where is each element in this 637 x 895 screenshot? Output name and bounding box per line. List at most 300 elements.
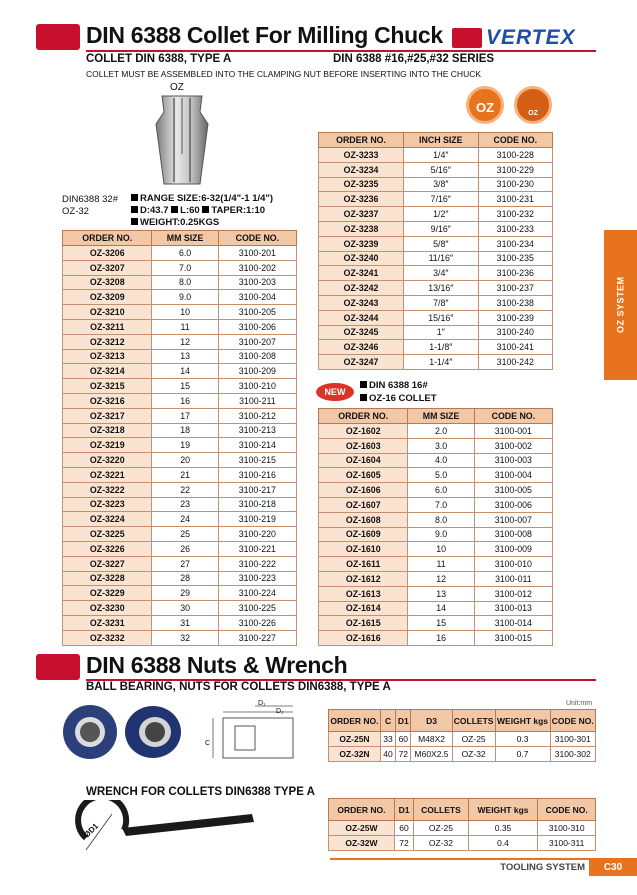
table-cell: 25 <box>152 527 218 542</box>
table-row <box>319 571 553 586</box>
table-header-row <box>319 409 553 424</box>
spec-32-range <box>131 193 273 204</box>
collet-image-label: OZ <box>170 82 184 93</box>
table-row <box>319 483 553 498</box>
assembly-note: COLLET MUST BE ASSEMBLED INTO THE CLAMPING NUT BEFORE INSERTING INTO THE CHUCK <box>86 69 482 79</box>
table-cell: 11 <box>152 319 218 334</box>
table-cell: OZ-1616 <box>319 631 408 646</box>
table-cell: 0.7 <box>495 746 550 761</box>
wrench-icon <box>78 800 254 850</box>
table-cell: 20 <box>152 453 218 468</box>
table-cell: 16 <box>152 393 218 408</box>
table-cell: 72 <box>396 746 411 761</box>
spec-d-text: D:43.7 <box>140 205 169 216</box>
table-cell: 3100-225 <box>218 601 296 616</box>
column-header: INCH SIZE <box>404 133 478 148</box>
table-cell: OZ-3236 <box>319 192 404 207</box>
table-cell: 0.35 <box>468 821 538 836</box>
table-header-row <box>329 799 596 821</box>
column-header: MM SIZE <box>152 231 218 246</box>
table-cell: 7/8″ <box>404 295 478 310</box>
table-cell: OZ-3213 <box>63 349 152 364</box>
table-row <box>63 305 297 320</box>
table-cell: OZ-3246 <box>319 340 404 355</box>
table-row <box>63 571 297 586</box>
table-cell: 6.0 <box>408 483 474 498</box>
table-cell: OZ-3217 <box>63 408 152 423</box>
table-cell: 21 <box>152 467 218 482</box>
page-footer <box>330 858 637 876</box>
column-header: CODE NO. <box>478 133 552 148</box>
mm32-size-table <box>62 230 297 646</box>
diagram-d1-label: D₁ <box>258 700 266 707</box>
table-row <box>63 467 297 482</box>
column-header: CODE NO. <box>474 409 552 424</box>
table-cell: OZ-3226 <box>63 541 152 556</box>
table-row <box>319 340 553 355</box>
table-header-row <box>63 231 297 246</box>
oz-chuck-label: OZ <box>528 110 538 117</box>
table-cell: 5.0 <box>408 468 474 483</box>
table-cell: OZ-3234 <box>319 162 404 177</box>
table-cell: OZ-1602 <box>319 424 408 439</box>
table-row <box>63 453 297 468</box>
brand-name: VERTEX <box>486 26 576 49</box>
table-cell: 5/8″ <box>404 236 478 251</box>
company-bird-logo <box>36 24 80 50</box>
table-cell: OZ-1604 <box>319 453 408 468</box>
table-row <box>63 423 297 438</box>
table-cell: 8.0 <box>408 512 474 527</box>
table-cell: OZ-3214 <box>63 364 152 379</box>
table-cell: OZ-3245 <box>319 325 404 340</box>
table-cell: 3100-203 <box>218 275 296 290</box>
table-row <box>63 497 297 512</box>
table-cell: 3100-217 <box>218 482 296 497</box>
table-cell: 3100-218 <box>218 497 296 512</box>
table-cell: 24 <box>152 512 218 527</box>
page-number: C30 <box>589 860 637 876</box>
table-row <box>63 408 297 423</box>
table-cell: OZ-25 <box>452 732 495 747</box>
table-cell: OZ-3206 <box>63 246 152 261</box>
table-row <box>319 616 553 631</box>
table-cell: 3100-235 <box>478 251 552 266</box>
table-cell: OZ-3239 <box>319 236 404 251</box>
table-row <box>329 732 596 747</box>
table-cell: OZ-3219 <box>63 438 152 453</box>
table-cell: 1/2″ <box>404 207 478 222</box>
spec16-model-text: DIN 6388 16# <box>369 380 428 391</box>
table-cell: 3100-239 <box>478 310 552 325</box>
column-header: D3 <box>411 710 452 732</box>
table-cell: 15 <box>152 379 218 394</box>
table-cell: 1-1/8″ <box>404 340 478 355</box>
table-row <box>319 295 553 310</box>
diagram-c-label: C <box>205 740 211 747</box>
table-row <box>63 393 297 408</box>
table-cell: 11/16″ <box>404 251 478 266</box>
table-header-row <box>329 710 596 732</box>
table-row <box>63 615 297 630</box>
header-divider <box>86 50 596 52</box>
table-cell: OZ-3224 <box>63 512 152 527</box>
spec-range-text: RANGE SIZE:6-32(1/4"-1 1/4") <box>140 193 274 204</box>
table-row <box>63 512 297 527</box>
table-row <box>329 821 596 836</box>
table-cell: 3100-311 <box>538 835 596 850</box>
footer-text: TOOLING SYSTEM <box>500 862 585 873</box>
table-cell: 3100-216 <box>218 467 296 482</box>
column-header: D1 <box>396 710 411 732</box>
table-cell: 60 <box>396 732 411 747</box>
table-row <box>319 177 553 192</box>
table-cell: OZ-1605 <box>319 468 408 483</box>
table-row <box>319 236 553 251</box>
table-row <box>319 542 553 557</box>
table-cell: OZ-25W <box>329 821 395 836</box>
nuts-unit-label: Unit:mm <box>566 700 593 707</box>
collet-image <box>152 82 212 186</box>
table-cell: OZ-3243 <box>319 295 404 310</box>
table-cell: 32 <box>152 630 218 645</box>
table-cell: 31 <box>152 615 218 630</box>
table-cell: OZ-1612 <box>319 571 408 586</box>
table-row <box>319 192 553 207</box>
table-cell: 19 <box>152 438 218 453</box>
table-row <box>63 260 297 275</box>
table-cell: 3100-242 <box>478 355 552 370</box>
column-header: COLLETS <box>414 799 468 821</box>
table-cell: 3100-009 <box>474 542 552 557</box>
table-cell: 3100-211 <box>218 393 296 408</box>
table-cell: 7.0 <box>408 497 474 512</box>
table-cell: OZ-3235 <box>319 177 404 192</box>
table-cell: OZ-1613 <box>319 586 408 601</box>
wrench-d1-label: ØD1 <box>82 821 101 840</box>
oz-chuck-badge <box>514 86 552 124</box>
spec-model2-text: OZ-32 <box>62 206 89 217</box>
table-cell: OZ-32 <box>414 835 468 850</box>
table-cell: 15/16″ <box>404 310 478 325</box>
oz-badge: OZ <box>466 86 504 124</box>
table-cell: 9.0 <box>152 290 218 305</box>
nuts-subtitle: BALL BEARING, NUTS FOR COLLETS DIN6388, TYPE A <box>86 681 391 693</box>
spec-32-model2 <box>62 206 89 217</box>
spec-model-text: DIN6388 32# <box>62 194 118 205</box>
table-row <box>63 438 297 453</box>
table-cell: 3100-223 <box>218 571 296 586</box>
brand-bird-icon <box>452 28 482 48</box>
table-cell: OZ-3242 <box>319 281 404 296</box>
table-cell: 3100-241 <box>478 340 552 355</box>
table-cell: 29 <box>152 586 218 601</box>
table-cell: OZ-1608 <box>319 512 408 527</box>
column-header: ORDER NO. <box>319 133 404 148</box>
spec-32-model <box>62 194 118 205</box>
table-cell: 3100-237 <box>478 281 552 296</box>
table-cell: 3100-201 <box>218 246 296 261</box>
table-cell: 3100-006 <box>474 497 552 512</box>
table-cell: 11 <box>408 557 474 572</box>
spec-taper-text: TAPER:1:10 <box>211 205 266 216</box>
table-cell: OZ-3233 <box>319 148 404 163</box>
table-row <box>319 310 553 325</box>
table-row <box>63 601 297 616</box>
table-cell: 3100-236 <box>478 266 552 281</box>
vertex-logo <box>452 26 576 50</box>
table-cell: 3100-229 <box>478 162 552 177</box>
table-cell: 3100-012 <box>474 586 552 601</box>
table-cell: 3100-202 <box>218 260 296 275</box>
table-cell: 60 <box>394 821 413 836</box>
column-header: MM SIZE <box>408 409 474 424</box>
table-row <box>63 275 297 290</box>
table-cell: 3100-207 <box>218 334 296 349</box>
table-cell: 3100-205 <box>218 305 296 320</box>
table-cell: OZ-3228 <box>63 571 152 586</box>
table-cell: 0.4 <box>468 835 538 850</box>
table-cell: OZ-3222 <box>63 482 152 497</box>
table-cell: OZ-3225 <box>63 527 152 542</box>
table-cell: OZ-3210 <box>63 305 152 320</box>
column-header: C <box>380 710 395 732</box>
table-cell: OZ-3230 <box>63 601 152 616</box>
table-cell: 3100-209 <box>218 364 296 379</box>
table-cell: 26 <box>152 541 218 556</box>
table-row <box>63 290 297 305</box>
table-cell: 14 <box>408 601 474 616</box>
table-row <box>319 438 553 453</box>
table-cell: OZ-1611 <box>319 557 408 572</box>
new-badge: NEW <box>316 383 354 401</box>
table-cell: 3100-238 <box>478 295 552 310</box>
table-cell: OZ-32 <box>452 746 495 761</box>
column-header: CODE NO. <box>538 799 596 821</box>
table-cell: 3100-014 <box>474 616 552 631</box>
table-cell: 15 <box>408 616 474 631</box>
table-cell: OZ-3207 <box>63 260 152 275</box>
table-cell: 3100-013 <box>474 601 552 616</box>
table-cell: 1-1/4″ <box>404 355 478 370</box>
table-cell: 13/16″ <box>404 281 478 296</box>
table-cell: 0.3 <box>495 732 550 747</box>
table-cell: 1″ <box>404 325 478 340</box>
table-cell: OZ-3215 <box>63 379 152 394</box>
table-row <box>63 556 297 571</box>
table-cell: 3100-220 <box>218 527 296 542</box>
table-cell: OZ-3209 <box>63 290 152 305</box>
table-cell: OZ-3216 <box>63 393 152 408</box>
table-row <box>319 251 553 266</box>
table-row <box>319 601 553 616</box>
table-row <box>319 281 553 296</box>
table-cell: 3100-210 <box>218 379 296 394</box>
table-row <box>319 557 553 572</box>
table-cell: 3100-224 <box>218 586 296 601</box>
mm16-size-table <box>318 408 553 646</box>
table-cell: OZ-3220 <box>63 453 152 468</box>
table-cell: 7.0 <box>152 260 218 275</box>
table-cell: OZ-3247 <box>319 355 404 370</box>
column-header: D1 <box>394 799 413 821</box>
table-row <box>63 246 297 261</box>
spec-weight-text: WEIGHT:0.25KGS <box>140 217 220 228</box>
table-row <box>319 162 553 177</box>
table-cell: 3100-232 <box>478 207 552 222</box>
column-header: ORDER NO. <box>63 231 152 246</box>
table-row <box>319 266 553 281</box>
table-cell: 3100-227 <box>218 630 296 645</box>
column-header: ORDER NO. <box>329 799 395 821</box>
table-cell: 3100-010 <box>474 557 552 572</box>
table-cell: 3100-231 <box>478 192 552 207</box>
table-cell: OZ-3227 <box>63 556 152 571</box>
table-cell: M60X2.5 <box>411 746 452 761</box>
table-row <box>319 148 553 163</box>
table-row <box>329 835 596 850</box>
table-cell: OZ-25N <box>329 732 381 747</box>
page-title: DIN 6388 Collet For Milling Chuck <box>86 22 443 48</box>
nut-icon <box>63 705 181 759</box>
inch-size-table <box>318 132 553 370</box>
column-header: WEIGHT kgs <box>468 799 538 821</box>
table-cell: 16 <box>408 631 474 646</box>
table-row <box>319 207 553 222</box>
table-cell: 13 <box>408 586 474 601</box>
table-cell: 10 <box>408 542 474 557</box>
table-cell: 3100-011 <box>474 571 552 586</box>
table-cell: OZ-3240 <box>319 251 404 266</box>
table-cell: 3100-226 <box>218 615 296 630</box>
table-cell: 3100-302 <box>550 746 596 761</box>
table-cell: 3100-008 <box>474 527 552 542</box>
table-cell: M48X2 <box>411 732 452 747</box>
table-cell: 3/4″ <box>404 266 478 281</box>
table-cell: OZ-3229 <box>63 586 152 601</box>
table-cell: 12 <box>152 334 218 349</box>
table-cell: 12 <box>408 571 474 586</box>
table-cell: 5/16″ <box>404 162 478 177</box>
table-cell: OZ-32W <box>329 835 395 850</box>
column-header: ORDER NO. <box>329 710 381 732</box>
table-cell: OZ-1609 <box>319 527 408 542</box>
table-cell: 4.0 <box>408 453 474 468</box>
table-cell: 3100-004 <box>474 468 552 483</box>
table-row <box>63 319 297 334</box>
table-cell: OZ-1610 <box>319 542 408 557</box>
table-cell: 3100-233 <box>478 221 552 236</box>
table-cell: OZ-3223 <box>63 497 152 512</box>
table-cell: 3100-005 <box>474 483 552 498</box>
table-cell: OZ-3218 <box>63 423 152 438</box>
table-cell: 7/16″ <box>404 192 478 207</box>
table-cell: 72 <box>394 835 413 850</box>
table-row <box>319 586 553 601</box>
table-cell: 13 <box>152 349 218 364</box>
collet-icon <box>152 94 212 186</box>
table-cell: 14 <box>152 364 218 379</box>
column-header: WEIGHT kgs <box>495 710 550 732</box>
table-cell: OZ-3231 <box>63 615 152 630</box>
table-cell: 3100-221 <box>218 541 296 556</box>
table-row <box>63 527 297 542</box>
table-cell: 3100-310 <box>538 821 596 836</box>
table-cell: OZ-3232 <box>63 630 152 645</box>
table-cell: OZ-3238 <box>319 221 404 236</box>
table-cell: 3100-222 <box>218 556 296 571</box>
table-cell: 8.0 <box>152 275 218 290</box>
table-cell: 3100-003 <box>474 453 552 468</box>
table-cell: OZ-1615 <box>319 616 408 631</box>
table-cell: 40 <box>380 746 395 761</box>
table-cell: 18 <box>152 423 218 438</box>
column-header: CODE NO. <box>550 710 596 732</box>
table-header-row <box>319 133 553 148</box>
table-row <box>319 355 553 370</box>
table-cell: OZ-3211 <box>63 319 152 334</box>
spec-32-dims <box>131 205 265 216</box>
table-cell: 3100-234 <box>478 236 552 251</box>
table-cell: 9.0 <box>408 527 474 542</box>
table-row <box>63 630 297 645</box>
table-cell: OZ-32N <box>329 746 381 761</box>
table-cell: 28 <box>152 571 218 586</box>
table-cell: OZ-3244 <box>319 310 404 325</box>
table-cell: 3100-208 <box>218 349 296 364</box>
nut-image <box>58 702 188 762</box>
table-cell: 3100-240 <box>478 325 552 340</box>
table-cell: 2.0 <box>408 424 474 439</box>
table-cell: 3100-214 <box>218 438 296 453</box>
side-tab-oz-system: OZ SYSTEM <box>604 230 637 380</box>
table-row <box>319 468 553 483</box>
table-cell: OZ-1603 <box>319 438 408 453</box>
table-cell: 10 <box>152 305 218 320</box>
diagram-d2-label: D₂ <box>276 708 284 715</box>
table-cell: 6.0 <box>152 246 218 261</box>
table-row <box>329 746 596 761</box>
column-header: ORDER NO. <box>319 409 408 424</box>
table-cell: OZ-1606 <box>319 483 408 498</box>
nuts-section-title: DIN 6388 Nuts & Wrench <box>86 652 348 678</box>
section-bird-logo <box>36 654 80 680</box>
table-cell: 3100-015 <box>474 631 552 646</box>
table-cell: 3100-212 <box>218 408 296 423</box>
table-row <box>319 512 553 527</box>
wrench-table <box>328 798 596 851</box>
table-cell: OZ-1607 <box>319 497 408 512</box>
table-cell: 3100-204 <box>218 290 296 305</box>
table-cell: 3100-219 <box>218 512 296 527</box>
table-cell: 3100-301 <box>550 732 596 747</box>
table-cell: 22 <box>152 482 218 497</box>
wrench-subtitle: WRENCH FOR COLLETS DIN6388 TYPE A <box>86 786 315 798</box>
table-cell: 17 <box>152 408 218 423</box>
nuts-table <box>328 709 596 762</box>
table-cell: 3100-001 <box>474 424 552 439</box>
table-cell: 3/8″ <box>404 177 478 192</box>
table-row <box>63 541 297 556</box>
table-cell: 23 <box>152 497 218 512</box>
table-cell: 3100-215 <box>218 453 296 468</box>
spec16-model2-text: OZ-16 COLLET <box>369 393 437 404</box>
table-cell: 3100-230 <box>478 177 552 192</box>
column-header: COLLETS <box>452 710 495 732</box>
table-cell: 3100-007 <box>474 512 552 527</box>
table-cell: OZ-3221 <box>63 467 152 482</box>
table-row <box>319 453 553 468</box>
